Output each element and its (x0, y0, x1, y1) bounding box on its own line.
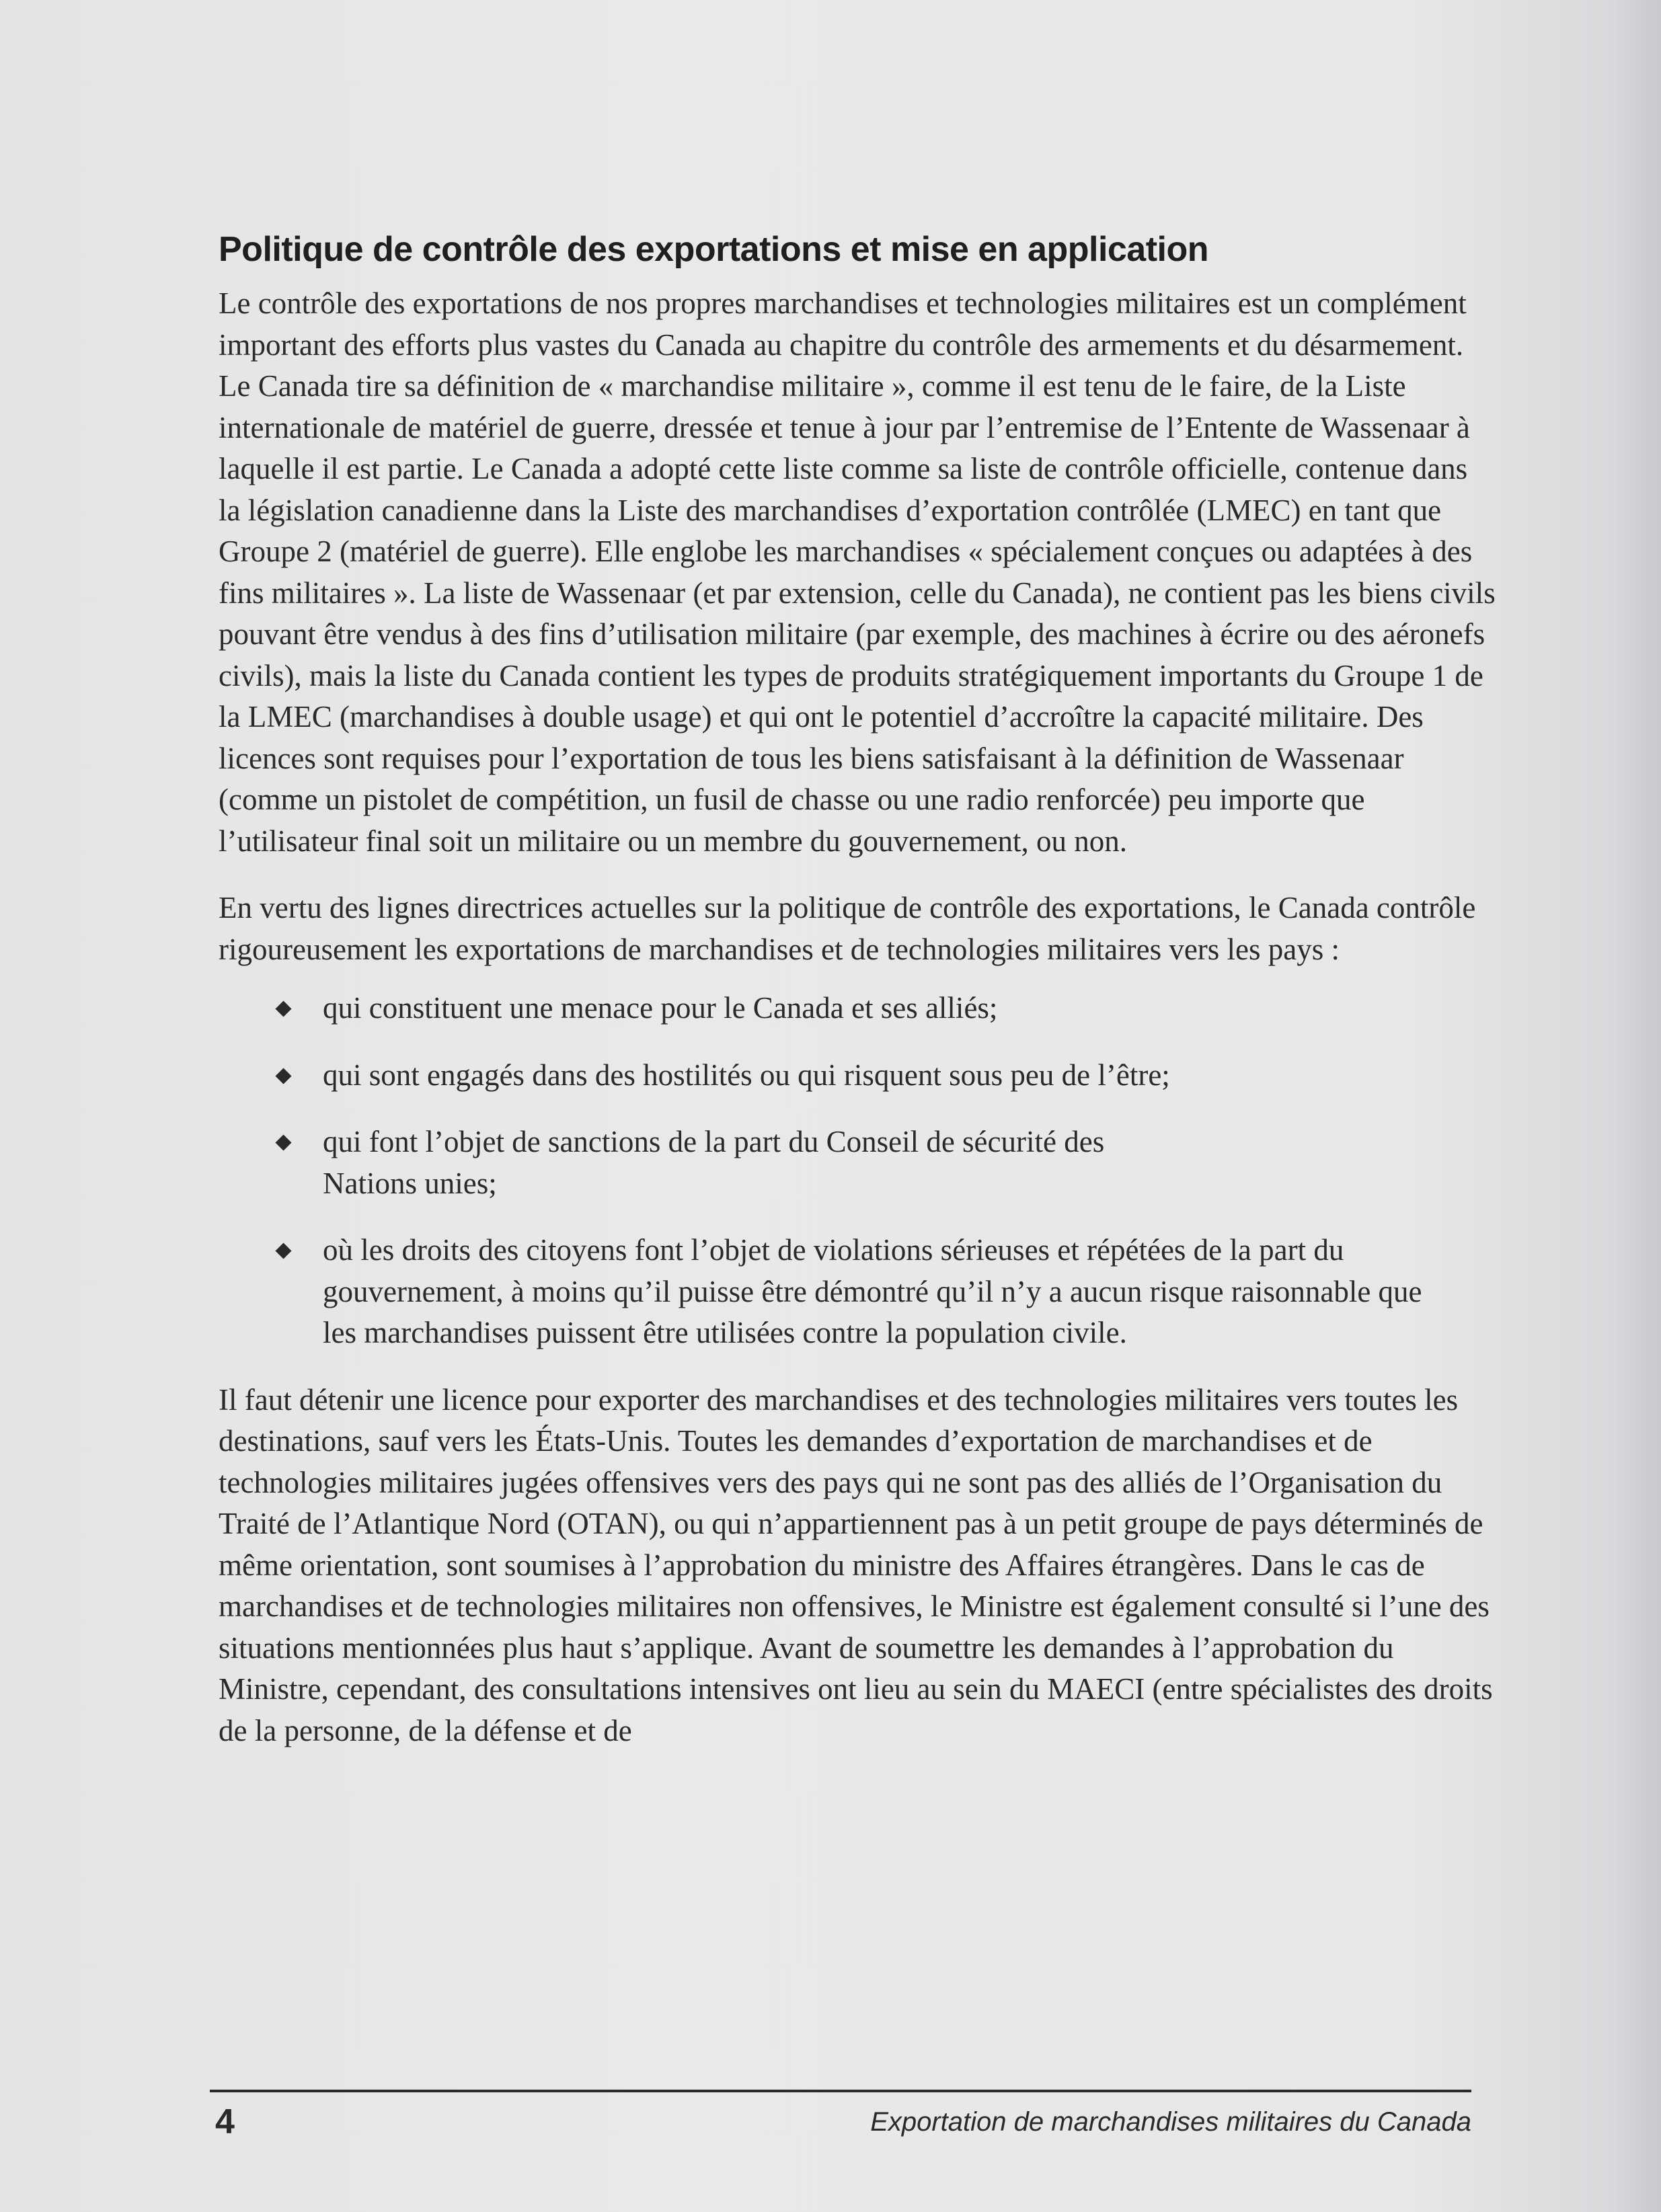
paragraph-definition: Le contrôle des exportations de nos propres marchandises et technologies militaires est un complément important des efforts plus vastes du Canada au chapitre du contrôle des armements et du désarmement. Le Canada tire sa définition de « marchandise militaire », comme il est tenu de le faire, de la Liste internationale de matériel de guerre, dressée et tenue à jour par l’entremise de l’Entente de Wassenaar à laquelle il est partie. Le Canada a adopté cette liste comme sa liste de contrôle officielle, contenue dans la législation canadienne dans la Liste des marchandises d’exportation contrôlée (LMEC) en tant que Groupe 2 (matériel de guerre). Elle englobe les marchandises « spécialement conçues ou adaptées à des fins militaires ». La liste de Wassenaar (et par extension, celle du Canada), ne contient pas les biens civils pouvant être vendus à des fins d’utilisation militaire (par exemple, des machines à écrire ou des aéronefs civils), mais la liste du Canada contient les types de produits stratégiquement importants du Groupe 1 de la LMEC (marchandises à double usage) et qui ont le potentiel d’accroître la capacité militaire. Des licences sont requises pour l’exportation de tous les biens satisfaisant à la définition de Wassenaar (comme un pistolet de compétition, un fusil de chasse ou une radio renforcée) peu importe que l’utilisateur final soit un militaire ou un membre du gouvernement, ou non. (219, 286, 1496, 858)
section-heading: Politique de contrôle des exportations et mise en application (219, 230, 1209, 269)
paragraph-licence-requirements: Il faut détenir une licence pour exporter des marchandises et des technologies militaires vers toutes les destinations, sauf vers les États-Unis. Toutes les demandes d’exportation de marchandises et de technologies militaires jugées offensives vers des pays qui ne sont pas des alliés de l’Organisation du Traité de l’Atlantique Nord (OTAN), ou qui n’appartiennent pas à un petit groupe de pays déterminés de même orientation, sont soumises à l’approbation du ministre des Affaires étrangères. Dans le cas de marchandises et de technologies militaires non offensives, le Ministre est également consulté si l’une des situations mentionnées plus haut s’applique. Avant de soumettre les demandes à l’approbation du Ministre, cependant, des consultations intensives ont lieu au sein du MAECI (entre spécialistes des droits de la personne, de la défense et de (219, 1382, 1493, 1747)
page-number: 4 (215, 2102, 235, 2141)
list-item-text: qui sont engagés dans des hostilités ou qui risquent sous peu de l’être; (323, 1058, 1170, 1092)
list-item-text: où les droits des citoyens font l’objet de violations sérieuses et répétées de la part du gouvernement, à moins qu’il puisse être démontré qu’il n’y a aucun risque raisonnable que les marchandises puissent être utilisées contre la population civile. (323, 1233, 1422, 1349)
main-content (219, 225, 1496, 1777)
list-item (271, 1121, 1496, 1204)
list-item (271, 1055, 1496, 1097)
paragraph-guidelines-intro: En vertu des lignes directrices actuelles sur la politique de contrôle des exportations, le Canada contrôle rigoureusement les exportations de marchandises et de technologies militaires vers les pays : (219, 891, 1476, 966)
diamond-bullet-icon (275, 1242, 291, 1259)
list-item (271, 988, 1496, 1029)
diamond-bullet-icon (275, 1000, 291, 1017)
list-item-text: qui font l’objet de sanctions de la part du Conseil de sécurité des Nations unies; (323, 1125, 1105, 1200)
page-footer (210, 2090, 1471, 2141)
diamond-bullet-icon (275, 1134, 291, 1150)
list-item (271, 1230, 1496, 1354)
controlled-countries-list (219, 988, 1496, 1354)
running-footer-title: Exportation de marchandises militaires du Canada (870, 2107, 1471, 2137)
list-item-text: qui constituent une menace pour le Canada et ses alliés; (323, 991, 998, 1025)
diamond-bullet-icon (275, 1068, 291, 1084)
